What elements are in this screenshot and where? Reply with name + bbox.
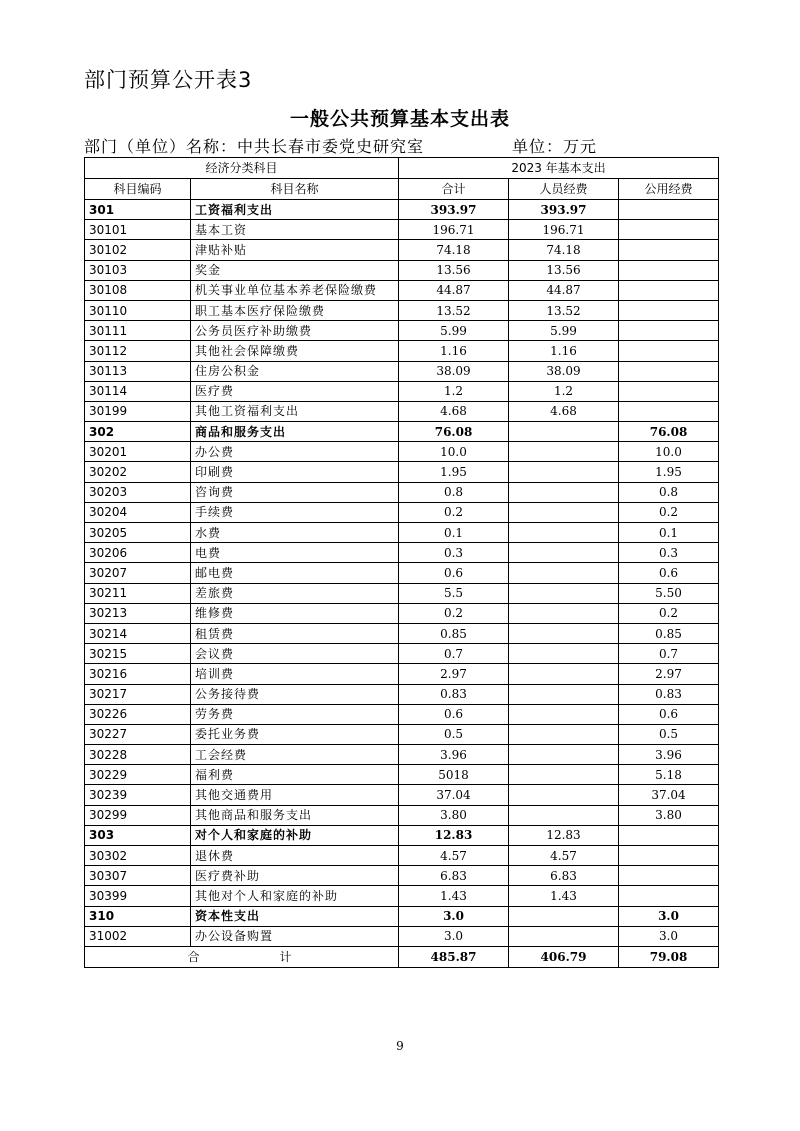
row-total: 13.56 [399,260,509,280]
column-header-personnel: 人员经费 [509,179,619,200]
row-public: 5.18 [619,765,719,785]
row-total: 74.18 [399,240,509,260]
row-public: 76.08 [619,422,719,442]
table-row [85,664,719,684]
row-public: 5.50 [619,583,719,603]
table-row [85,563,719,583]
table-row [85,300,719,320]
total-row [85,946,719,967]
row-code: 30307 [85,866,191,886]
row-code: 30226 [85,704,191,724]
row-personnel [509,765,619,785]
row-public: 0.5 [619,724,719,744]
row-public: 0.6 [619,704,719,724]
row-total: 0.1 [399,523,509,543]
total-public: 79.08 [619,946,719,967]
row-code: 30204 [85,502,191,522]
row-name: 水费 [191,523,399,543]
row-public [619,381,719,401]
table-row [85,341,719,361]
total-label: 合计 [85,946,399,967]
row-code: 30215 [85,644,191,664]
row-public [619,321,719,341]
row-public: 0.2 [619,603,719,623]
row-personnel: 393.97 [509,200,619,220]
table-row [85,866,719,886]
table-row [85,805,719,825]
table-body [85,200,719,947]
row-personnel [509,563,619,583]
row-name: 手续费 [191,502,399,522]
row-total: 1.43 [399,886,509,906]
row-code: 302 [85,422,191,442]
row-name: 基本工资 [191,220,399,240]
row-code: 30399 [85,886,191,906]
row-public: 0.8 [619,482,719,502]
row-name: 会议费 [191,644,399,664]
row-personnel [509,603,619,623]
row-public: 3.80 [619,805,719,825]
row-total: 76.08 [399,422,509,442]
row-name: 培训费 [191,664,399,684]
row-total: 0.2 [399,603,509,623]
row-code: 30214 [85,623,191,643]
row-total: 393.97 [399,200,509,220]
row-name: 咨询费 [191,482,399,502]
table-row [85,220,719,240]
row-public: 10.0 [619,442,719,462]
row-code: 30203 [85,482,191,502]
row-code: 30102 [85,240,191,260]
row-personnel [509,926,619,946]
row-personnel [509,462,619,482]
row-public [619,240,719,260]
row-public [619,846,719,866]
table-row [85,240,719,260]
row-public: 0.7 [619,644,719,664]
row-public: 3.0 [619,906,719,926]
row-public: 0.83 [619,684,719,704]
row-public [619,825,719,845]
row-code: 30113 [85,361,191,381]
row-total: 4.68 [399,401,509,421]
row-total: 0.3 [399,543,509,563]
meta-line [84,134,598,157]
row-code: 30211 [85,583,191,603]
table-row [85,704,719,724]
table-row [85,583,719,603]
row-public: 0.1 [619,523,719,543]
row-total: 1.16 [399,341,509,361]
row-total: 5018 [399,765,509,785]
row-total: 5.99 [399,321,509,341]
row-name: 办公费 [191,442,399,462]
row-personnel: 12.83 [509,825,619,845]
row-code: 30216 [85,664,191,684]
row-personnel [509,684,619,704]
table-row [85,260,719,280]
department-name: 部门（单位）名称：中共长春市委党史研究室 [84,137,425,156]
row-public [619,401,719,421]
row-code: 30227 [85,724,191,744]
table-row [85,502,719,522]
column-header-code: 科目编码 [85,179,191,200]
table-row [85,623,719,643]
row-code: 30103 [85,260,191,280]
row-total: 0.7 [399,644,509,664]
row-code: 30199 [85,401,191,421]
row-personnel [509,422,619,442]
row-name: 公务员医疗补助缴费 [191,321,399,341]
row-total: 6.83 [399,866,509,886]
row-code: 303 [85,825,191,845]
row-personnel [509,583,619,603]
row-total: 12.83 [399,825,509,845]
table-row [85,523,719,543]
row-personnel: 6.83 [509,866,619,886]
row-code: 30213 [85,603,191,623]
category-row [85,422,719,442]
row-total: 3.0 [399,926,509,946]
row-total: 4.57 [399,846,509,866]
row-public: 3.96 [619,745,719,765]
row-public: 0.2 [619,502,719,522]
row-name: 其他商品和服务支出 [191,805,399,825]
row-personnel: 1.2 [509,381,619,401]
row-personnel [509,502,619,522]
row-code: 30202 [85,462,191,482]
row-total: 2.97 [399,664,509,684]
row-public: 1.95 [619,462,719,482]
row-total: 37.04 [399,785,509,805]
row-total: 0.6 [399,704,509,724]
row-personnel: 13.56 [509,260,619,280]
row-name: 租赁费 [191,623,399,643]
row-code: 30112 [85,341,191,361]
row-code: 30101 [85,220,191,240]
table-row [85,280,719,300]
row-personnel [509,745,619,765]
row-total: 10.0 [399,442,509,462]
row-name: 委托业务费 [191,724,399,744]
group-header-basic-expenditure: 2023 年基本支出 [399,158,719,179]
row-total: 38.09 [399,361,509,381]
row-personnel [509,442,619,462]
column-header-total: 合计 [399,179,509,200]
row-name: 劳务费 [191,704,399,724]
row-name: 商品和服务支出 [191,422,399,442]
row-code: 30110 [85,300,191,320]
row-public [619,341,719,361]
row-personnel [509,523,619,543]
row-total: 13.52 [399,300,509,320]
table-row [85,462,719,482]
table-row [85,442,719,462]
table-row [85,785,719,805]
row-name: 资本性支出 [191,906,399,926]
row-total: 0.8 [399,482,509,502]
row-name: 机关事业单位基本养老保险缴费 [191,280,399,300]
row-public [619,200,719,220]
page-number: 9 [396,1039,404,1053]
table-row [85,926,719,946]
total-sum: 485.87 [399,946,509,967]
table-row [85,765,719,785]
table-row [85,321,719,341]
group-header-classification: 经济分类科目 [85,158,399,179]
row-code: 30239 [85,785,191,805]
row-public [619,280,719,300]
row-public [619,361,719,381]
row-name: 印刷费 [191,462,399,482]
row-total: 3.0 [399,906,509,926]
row-name: 差旅费 [191,583,399,603]
budget-table [84,157,719,968]
row-name: 奖金 [191,260,399,280]
row-code: 301 [85,200,191,220]
row-personnel: 5.99 [509,321,619,341]
row-code: 30299 [85,805,191,825]
table-row [85,644,719,664]
row-public [619,220,719,240]
row-code: 30111 [85,321,191,341]
row-name: 工资福利支出 [191,200,399,220]
row-name: 工会经费 [191,745,399,765]
table-row [85,361,719,381]
row-code: 31002 [85,926,191,946]
unit-label: 单位：万元 [512,137,598,156]
category-row [85,825,719,845]
row-code: 30114 [85,381,191,401]
row-personnel [509,623,619,643]
row-public [619,886,719,906]
row-public: 0.3 [619,543,719,563]
table-row [85,846,719,866]
row-name: 对个人和家庭的补助 [191,825,399,845]
row-name: 退休费 [191,846,399,866]
category-row [85,906,719,926]
row-public: 37.04 [619,785,719,805]
row-code: 30229 [85,765,191,785]
row-name: 职工基本医疗保险缴费 [191,300,399,320]
row-name: 其他对个人和家庭的补助 [191,886,399,906]
table-row [85,401,719,421]
column-header-name: 科目名称 [191,179,399,200]
row-public [619,260,719,280]
row-personnel [509,664,619,684]
row-total: 3.80 [399,805,509,825]
row-personnel: 44.87 [509,280,619,300]
table-row [85,745,719,765]
row-personnel [509,724,619,744]
table-row [85,381,719,401]
header-group-row [85,158,719,179]
row-total: 0.83 [399,684,509,704]
row-personnel [509,482,619,502]
row-name: 办公设备购置 [191,926,399,946]
row-total: 1.95 [399,462,509,482]
row-name: 其他工资福利支出 [191,401,399,421]
row-total: 5.5 [399,583,509,603]
row-code: 30205 [85,523,191,543]
document-label: 部门预算公开表3 [84,68,253,92]
table-row [85,724,719,744]
row-code: 310 [85,906,191,926]
row-public [619,300,719,320]
row-public: 0.6 [619,563,719,583]
row-public: 2.97 [619,664,719,684]
row-total: 0.6 [399,563,509,583]
row-personnel: 4.68 [509,401,619,421]
row-name: 其他社会保障缴费 [191,341,399,361]
row-total: 3.96 [399,745,509,765]
row-personnel: 74.18 [509,240,619,260]
row-total: 196.71 [399,220,509,240]
row-code: 30217 [85,684,191,704]
table-row [85,482,719,502]
total-personnel: 406.79 [509,946,619,967]
row-public: 3.0 [619,926,719,946]
row-personnel: 13.52 [509,300,619,320]
row-name: 其他交通费用 [191,785,399,805]
row-total: 0.85 [399,623,509,643]
page-title: 一般公共预算基本支出表 [289,108,510,130]
row-name: 维修费 [191,603,399,623]
row-personnel: 1.43 [509,886,619,906]
row-personnel [509,785,619,805]
row-personnel [509,906,619,926]
row-personnel [509,805,619,825]
row-code: 30228 [85,745,191,765]
row-name: 邮电费 [191,563,399,583]
row-personnel: 38.09 [509,361,619,381]
row-name: 电费 [191,543,399,563]
column-header-public: 公用经费 [619,179,719,200]
row-code: 30206 [85,543,191,563]
table-row [85,543,719,563]
column-header-row [85,179,719,200]
row-code: 30207 [85,563,191,583]
row-personnel [509,543,619,563]
table-row [85,684,719,704]
row-code: 30201 [85,442,191,462]
row-name: 津贴补贴 [191,240,399,260]
row-name: 福利费 [191,765,399,785]
row-code: 30302 [85,846,191,866]
row-name: 住房公积金 [191,361,399,381]
row-public [619,866,719,886]
row-personnel: 4.57 [509,846,619,866]
table-row [85,603,719,623]
row-name: 医疗费 [191,381,399,401]
category-row [85,200,719,220]
row-total: 0.2 [399,502,509,522]
row-personnel [509,704,619,724]
row-total: 44.87 [399,280,509,300]
row-total: 0.5 [399,724,509,744]
row-name: 公务接待费 [191,684,399,704]
row-public: 0.85 [619,623,719,643]
row-personnel: 1.16 [509,341,619,361]
row-code: 30108 [85,280,191,300]
row-name: 医疗费补助 [191,866,399,886]
row-personnel: 196.71 [509,220,619,240]
row-personnel [509,644,619,664]
row-total: 1.2 [399,381,509,401]
table-row [85,886,719,906]
